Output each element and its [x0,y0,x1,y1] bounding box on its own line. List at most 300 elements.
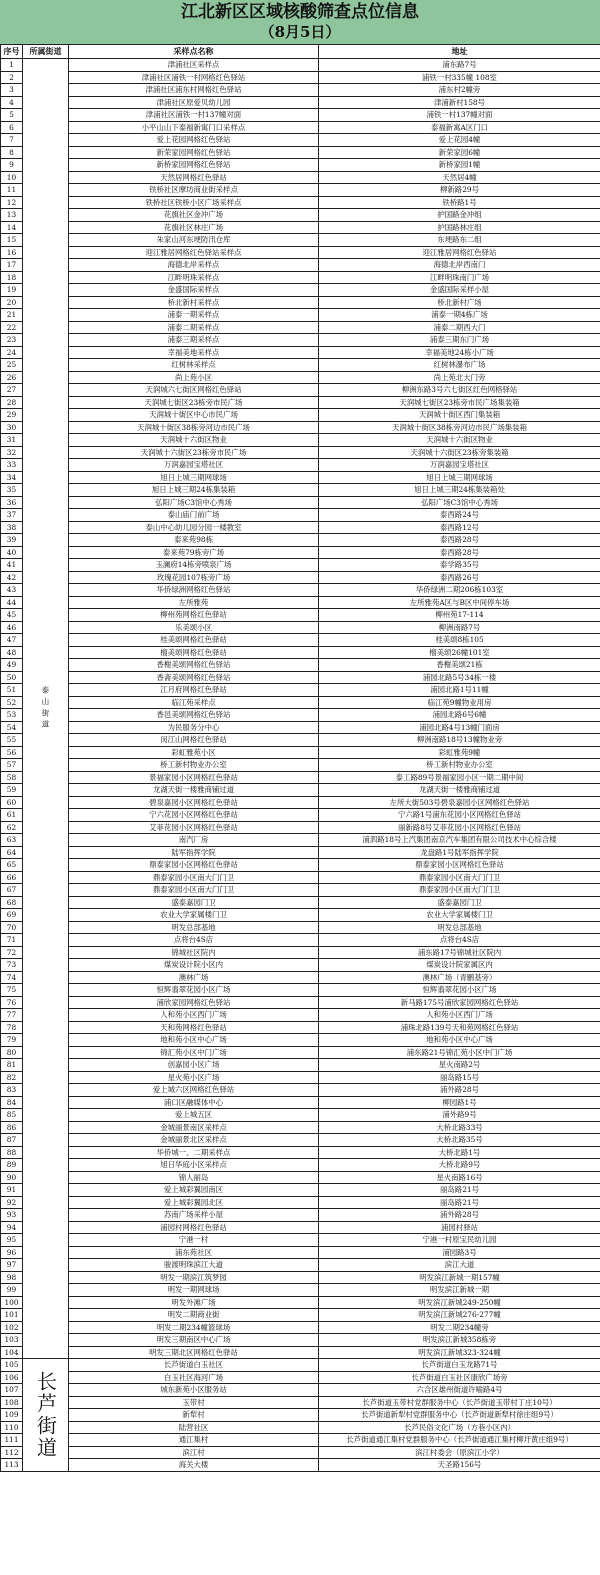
site-address: 宁六路1号浦东花园小区网格红色驿站 [319,809,600,822]
site-address: 长芦街道通江集村党群服务中心（长芦街道通江集村柳圩黄庄组9号） [319,1434,600,1447]
row-index: 64 [1,846,23,859]
site-name: 白玉社区海河广场 [69,1371,319,1384]
page-date: （8月5日） [259,23,341,41]
table-row [1,396,600,409]
table-row [1,534,600,547]
site-address: 桂美颂8栋105 [319,634,600,647]
site-name: 苏南广场采样小屋 [69,1209,319,1222]
site-name: 金城丽景南区采样点 [69,1121,319,1134]
row-index: 62 [1,821,23,834]
table-row [1,259,600,272]
site-address: 浦园北路6号6幢 [319,709,600,722]
row-index: 110 [1,1421,23,1434]
row-index: 72 [1,946,23,959]
table-row [1,671,600,684]
site-address: 江畔明珠南门广场 [319,271,600,284]
row-index: 3 [1,84,23,97]
site-address: 红树林瀑布广场 [319,359,600,372]
table-row [1,134,600,147]
site-name: 玫瑰花园107栋旁广场 [69,571,319,584]
site-address: 浦园村驿站 [319,1221,600,1234]
row-index: 27 [1,384,23,397]
site-name: 闵江山网格红色驿站 [69,734,319,747]
table-row [1,1221,600,1234]
site-address: 泰工路89号景福家园小区一期二期中间 [319,771,600,784]
table-body [1,59,600,1472]
site-address: 明发滨江新城249-250幢 [319,1296,600,1309]
row-index: 57 [1,759,23,772]
site-address: 浦园路3号 [319,1246,600,1259]
row-index: 73 [1,959,23,972]
header-name: 采样点名称 [69,45,319,59]
site-name: 明发三期北区网格红色驿站 [69,1346,319,1359]
table-row [1,159,600,172]
site-address: 柳园路1号 [319,1096,600,1109]
table-row [1,496,600,509]
table-row [1,946,600,959]
row-index: 100 [1,1296,23,1309]
table-row [1,421,600,434]
site-name: 新桥家园网格红色驿站 [69,159,319,172]
site-name: 旭日华庭小区采样点 [69,1159,319,1172]
row-index: 104 [1,1346,23,1359]
site-address: 尚上苑北大门旁 [319,371,600,384]
site-address: 明发总部基地 [319,921,600,934]
row-index: 46 [1,621,23,634]
site-address: 大桥北路1号 [319,1146,600,1159]
site-name: 花旗社区金冲广场 [69,209,319,222]
site-name: 铁桥社区铁桥小区广场采样点 [69,196,319,209]
table-row [1,1346,600,1359]
site-name: 地和苑小区中心广场 [69,1034,319,1047]
table-row [1,759,600,772]
table-row [1,609,600,622]
site-name: 海关大楼 [69,1459,319,1472]
site-name: 香榭美颂网格红色驿站 [69,659,319,672]
row-index: 84 [1,1096,23,1109]
row-index: 56 [1,746,23,759]
site-address: 浦泰一期4栋广场 [319,309,600,322]
site-name: 万润嘉园宝塔社区 [69,459,319,472]
row-index: 68 [1,896,23,909]
site-name: 龙湖天街一楼雅商铺过道 [69,784,319,797]
row-index: 107 [1,1384,23,1397]
row-index: 113 [1,1459,23,1472]
table-row [1,1321,600,1334]
title-banner [0,0,600,44]
row-index: 89 [1,1159,23,1172]
table-row [1,546,600,559]
table-row [1,1371,600,1384]
site-name: 柳州苑网格红色驿站 [69,609,319,622]
site-address: 浦铁一村335幢 108室 [319,71,600,84]
header-index: 序号 [1,45,23,59]
site-address: 金盛国际采样小屋 [319,284,600,297]
site-address: 护国路林庄组 [319,221,600,234]
site-name: 桂美颂网格红色驿站 [69,634,319,647]
site-address: 泰福新寓A区门口 [319,121,600,134]
row-index: 90 [1,1171,23,1184]
row-index: 109 [1,1409,23,1422]
site-address: 宁港一村原宝民幼儿园 [319,1234,600,1247]
table-row [1,1134,600,1147]
site-name: 铁桥社区摩坊商业街采样点 [69,184,319,197]
table-row [1,59,600,72]
table-row [1,359,600,372]
table-row [1,1271,600,1284]
site-name: 明发外滩广场 [69,1296,319,1309]
table-row [1,146,600,159]
table-row [1,696,600,709]
site-address: 龙湖天街一楼雅商铺过道 [319,784,600,797]
site-name: 天润城十六街区物业 [69,434,319,447]
site-address: 浦东村2幢旁 [319,84,600,97]
row-index: 95 [1,1234,23,1247]
site-name: 爱上城五区 [69,1109,319,1122]
table-header-row [1,45,600,59]
site-name: 海德北岸采样点 [69,259,319,272]
site-name: 明发二期商业街 [69,1309,319,1322]
table-row [1,1034,600,1047]
table-row [1,634,600,647]
site-name: 江畔明珠采样点 [69,271,319,284]
row-index: 111 [1,1434,23,1447]
row-index: 91 [1,1184,23,1197]
site-name: 长芦街道白玉社区 [69,1359,319,1372]
site-address: 明发滨江新城276-277幢 [319,1309,600,1322]
table-row [1,921,600,934]
site-name: 乐美颂小区 [69,621,319,634]
row-index: 93 [1,1209,23,1222]
table-row [1,959,600,972]
sampling-sites-table [0,44,600,1472]
table-row [1,296,600,309]
site-address: 旭日上城三期网球场 [319,471,600,484]
row-index: 102 [1,1321,23,1334]
site-address: 农业大学家属楼门卫 [319,909,600,922]
row-index: 8 [1,146,23,159]
row-index: 108 [1,1396,23,1409]
row-index: 16 [1,246,23,259]
row-index: 22 [1,321,23,334]
site-name: 盛泰嘉园门卫 [69,896,319,909]
row-index: 97 [1,1259,23,1272]
table-row [1,434,600,447]
table-row [1,1384,600,1397]
site-name: 浦欣家园网格红色驿站 [69,996,319,1009]
site-address: 浦园北路4号13幢门面房 [319,721,600,734]
site-name: 泰山中心幼儿园分园一楼教室 [69,521,319,534]
row-index: 82 [1,1071,23,1084]
site-name: 天然居网格红色驿站 [69,171,319,184]
site-address: 天润城十街区西门集装箱 [319,409,600,422]
site-address: 浦泗路18号上汽集团南京汽车集团有限公司技术中心综合楼 [319,834,600,847]
site-address: 左所大街503号碧泉嘉园小区网格红色驿站 [319,796,600,809]
site-address: 浦东路7号 [319,59,600,72]
table-row [1,346,600,359]
site-name: 桥工新村物业办公室 [69,759,319,772]
site-name: 彩虹雅苑小区 [69,746,319,759]
table-row [1,1196,600,1209]
row-index: 10 [1,171,23,184]
row-index: 37 [1,509,23,522]
row-index: 6 [1,121,23,134]
site-name: 艾菲花园小区网格红色驿站 [69,821,319,834]
site-address: 柳新路29号 [319,184,600,197]
site-address: 天润城十六街区23栋旁集装箱 [319,446,600,459]
site-name: 浦口区融媒体中心 [69,1096,319,1109]
site-address: 新马路175号浦欣家园网格红色驿站 [319,996,600,1009]
row-index: 51 [1,684,23,697]
row-index: 65 [1,859,23,872]
row-index: 80 [1,1046,23,1059]
row-index: 79 [1,1034,23,1047]
site-address: 点将台4S店 [319,934,600,947]
site-name: 农业大学家属楼门卫 [69,909,319,922]
site-address: 铁桥路1号 [319,196,600,209]
table-row [1,734,600,747]
site-name: 小平山山下泰福新寓门口采样点 [69,121,319,134]
table-row [1,321,600,334]
site-address: 浦东路17号锦城社区院内 [319,946,600,959]
row-index: 85 [1,1109,23,1122]
site-address: 长芦民俗文化广场（方巷小区内） [319,1421,600,1434]
site-address: 浦泰三期东门广场 [319,334,600,347]
site-address: 长芦街道白玉龙路71号 [319,1359,600,1372]
row-index: 41 [1,559,23,572]
site-name: 江月府网格红色驿站 [69,684,319,697]
site-address: 丽新路8号艾菲花园小区网格红色驿站 [319,821,600,834]
site-name: 临江苑采样点 [69,696,319,709]
row-index: 71 [1,934,23,947]
row-index: 70 [1,921,23,934]
row-index: 103 [1,1334,23,1347]
table-row [1,1259,600,1272]
site-name: 浦泰二期采样点 [69,321,319,334]
row-index: 81 [1,1059,23,1072]
table-row [1,1184,600,1197]
table-row [1,371,600,384]
row-index: 50 [1,671,23,684]
table-row [1,984,600,997]
site-name: 宁六花园小区网格红色驿站 [69,809,319,822]
site-name: 星火苑小区广场 [69,1071,319,1084]
row-index: 7 [1,134,23,147]
row-index: 60 [1,796,23,809]
site-address: 泰西路28号 [319,546,600,559]
table-row [1,721,600,734]
site-address: 新桥家园1幢 [319,159,600,172]
table-row [1,584,600,597]
site-address: 泰学路35号 [319,559,600,572]
table-row [1,796,600,809]
site-address: 鼎泰家园小区南大门门卫 [319,871,600,884]
table-row [1,571,600,584]
site-address: 东埂路东二组 [319,234,600,247]
row-index: 35 [1,484,23,497]
row-index: 39 [1,534,23,547]
table-row [1,1396,600,1409]
site-name: 新荣家园网格红色驿站 [69,146,319,159]
row-index: 94 [1,1221,23,1234]
site-address: 星火南路16号 [319,1171,600,1184]
site-address: 丽岛路15号 [319,1071,600,1084]
site-address: 爱上花园4幢 [319,134,600,147]
table-row [1,1309,600,1322]
table-row [1,334,600,347]
site-address: 煤炭设计院家属区内 [319,959,600,972]
site-address: 浦外路28号 [319,1209,600,1222]
site-address: 浦铁一村137幢对面 [319,109,600,122]
site-address: 泰西路24号 [319,509,600,522]
site-name: 尚上苑小区 [69,371,319,384]
table-row [1,1059,600,1072]
table-row [1,621,600,634]
site-address: 津浦新村158号 [319,96,600,109]
site-name: 津浦社区原爱贝幼儿园 [69,96,319,109]
table-row [1,771,600,784]
page-title: 江北新区区域核酸筛查点位信息 [181,2,419,22]
table-row [1,709,600,722]
table-row [1,1171,600,1184]
site-name: 华侨城一、二期采样点 [69,1146,319,1159]
site-address: 迎江雅居网格红色驿站 [319,246,600,259]
site-name: 幸福美地采样点 [69,346,319,359]
table-row [1,746,600,759]
row-index: 1 [1,59,23,72]
row-index: 66 [1,871,23,884]
row-index: 101 [1,1309,23,1322]
site-address: 万润嘉园宝塔社区 [319,459,600,472]
site-name: 玉带村 [69,1396,319,1409]
table-row [1,1446,600,1459]
site-address: 明发滨江新城358栋旁 [319,1334,600,1347]
table-row [1,409,600,422]
site-address: 彩虹雅苑9幢 [319,746,600,759]
site-address: 临江苑9幢物业用房 [319,696,600,709]
site-name: 鼎泰家园小区南大门门卫 [69,871,319,884]
table-row [1,684,600,697]
site-name: 旭日上城三期24栋集装箱 [69,484,319,497]
site-address: 澳林广场（青鹏基旁） [319,971,600,984]
site-address: 香榭美颂21栋 [319,659,600,672]
table-row [1,184,600,197]
site-name: 为民服务分中心 [69,721,319,734]
site-name: 天润城七街区23栋旁市民广场 [69,396,319,409]
site-name: 恒辉翡翠花园小区广场 [69,984,319,997]
row-index: 4 [1,96,23,109]
table-row [1,1409,600,1422]
row-index: 21 [1,309,23,322]
site-name: 明发三期南区中心广场 [69,1334,319,1347]
row-index: 42 [1,571,23,584]
row-index: 43 [1,584,23,597]
site-address: 弘阳广场C3馆中心秀场 [319,496,600,509]
site-address: 泰西路28号 [319,534,600,547]
site-address: 柳洲东路3号六七街区红色网格驿站 [319,384,600,397]
street-name: 长芦街道 [23,1359,69,1472]
site-name: 创嘉园小区广场 [69,1059,319,1072]
table-row [1,1021,600,1034]
table-row [1,909,600,922]
site-name: 新犁村 [69,1409,319,1422]
site-address: 浦园北路5号34栋一楼 [319,671,600,684]
row-index: 74 [1,971,23,984]
table-row [1,1084,600,1097]
site-name: 玉澜府14栋旁喷泉广场 [69,559,319,572]
table-row [1,971,600,984]
row-index: 112 [1,1446,23,1459]
site-address: 天然居4幢 [319,171,600,184]
site-address: 浦珠北路139号天和苑网格红色驿站 [319,1021,600,1034]
row-index: 78 [1,1021,23,1034]
site-address: 长芦街道玉带村党群服务中心（长芦街道玉带村丁庄10号） [319,1396,600,1409]
table-row [1,996,600,1009]
site-address: 天润城七街区23栋旁市民广场集装箱 [319,396,600,409]
site-address: 护国路金冲组 [319,209,600,222]
row-index: 20 [1,296,23,309]
table-row [1,96,600,109]
site-name: 天润城六七街区网格红色驿站 [69,384,319,397]
site-name: 津浦社区浦东村网格红色驿站 [69,84,319,97]
site-name: 宁港一村 [69,1234,319,1247]
site-name: 爱上城彩翼园南区 [69,1184,319,1197]
table-row [1,1246,600,1259]
table-row [1,271,600,284]
site-name: 滨江村 [69,1446,319,1459]
table-row [1,1296,600,1309]
site-name: 澳林广场 [69,971,319,984]
site-name: 花旗社区林庄广场 [69,221,319,234]
row-index: 30 [1,421,23,434]
table-row [1,896,600,909]
site-address: 恒辉翡翠花园小区广场 [319,984,600,997]
table-row [1,84,600,97]
row-index: 19 [1,284,23,297]
row-index: 83 [1,1084,23,1097]
table-row [1,859,600,872]
site-address: 大桥北路9号 [319,1159,600,1172]
table-row [1,871,600,884]
row-index: 59 [1,784,23,797]
row-index: 98 [1,1271,23,1284]
site-address: 鼎泰家园小区南大门门卫 [319,884,600,897]
table-row [1,1434,600,1447]
row-index: 15 [1,234,23,247]
site-address: 天润城十六街区物业 [319,434,600,447]
row-index: 28 [1,396,23,409]
site-address: 天圣路156号 [319,1459,600,1472]
row-index: 92 [1,1196,23,1209]
row-index: 99 [1,1284,23,1297]
table-row [1,596,600,609]
site-name: 煤炭设计院小区内 [69,959,319,972]
row-index: 69 [1,909,23,922]
row-index: 61 [1,809,23,822]
row-index: 5 [1,109,23,122]
site-name: 浦泰三期采样点 [69,334,319,347]
table-row [1,1234,600,1247]
row-index: 24 [1,346,23,359]
site-address: 明发滨江新城一期 [319,1284,600,1297]
table-row [1,459,600,472]
site-address: 浦外路9号 [319,1109,600,1122]
table-row [1,121,600,134]
site-address: 大桥北路35号 [319,1134,600,1147]
table-row [1,234,600,247]
site-address: 华侨绿洲二期206栋103室 [319,584,600,597]
site-address: 明发二期234幢旁 [319,1321,600,1334]
